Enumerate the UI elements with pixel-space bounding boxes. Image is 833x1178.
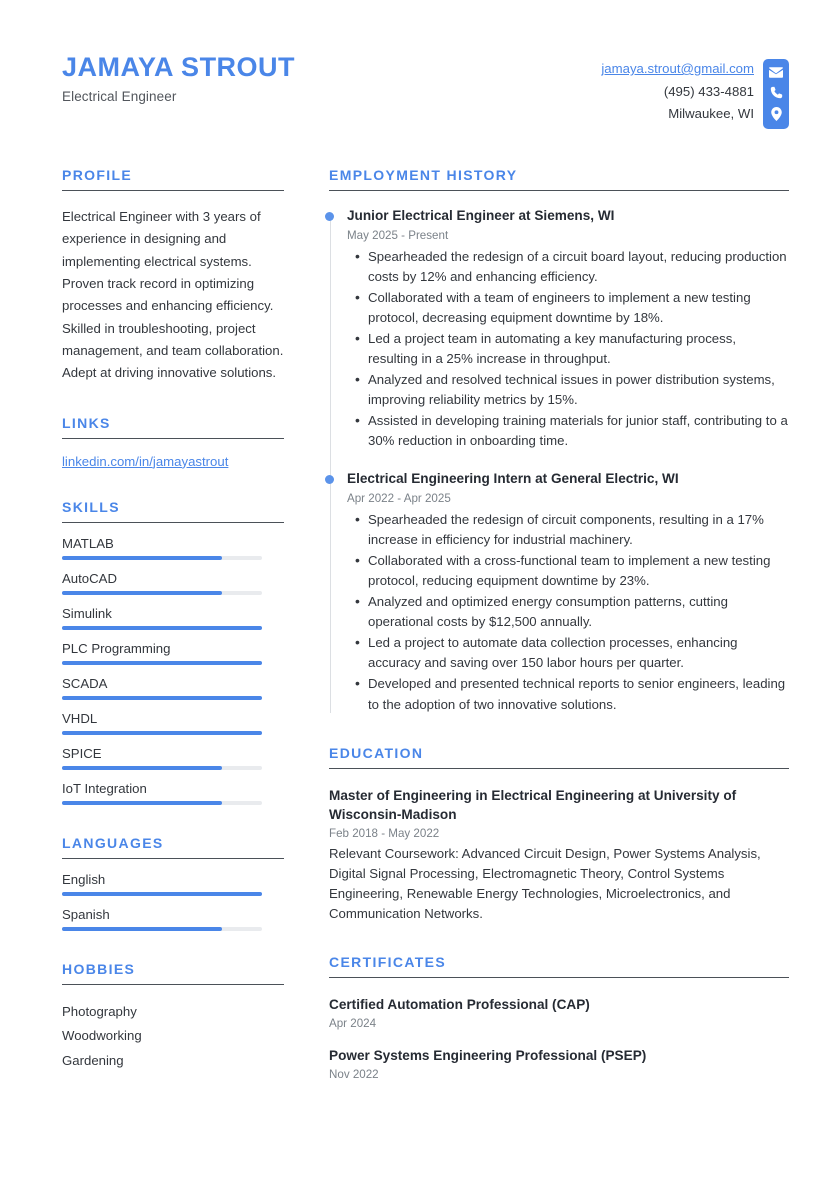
resume-body: [62, 167, 789, 1111]
list-item: • Collaborated with a team of engineers to implement a new testing protocol, decreasing equipment downtime by 18%.: [368, 288, 789, 328]
list-item: • Led a project team in automating a key manufacturing process, resulting in a 25% increase in throughput.: [368, 329, 789, 369]
list-item: [62, 872, 284, 896]
list-item: • Analyzed and resolved technical issues in power distribution systems, improving reliability metrics by 15%.: [368, 370, 789, 410]
list-item: [62, 907, 284, 931]
certificate-entry: [329, 1046, 789, 1081]
map-pin-icon: [771, 107, 782, 121]
language-level-bar: [62, 927, 262, 931]
hobbies-list: [62, 1000, 284, 1074]
contact-location: Milwaukee, WI: [668, 106, 754, 122]
skill-label: IoT Integration: [62, 780, 147, 796]
skill-level-bar: [62, 801, 262, 805]
list-item: • Analyzed and optimized energy consumption patterns, cutting operational costs by $12,500 annually.: [368, 592, 789, 632]
timeline-dot-icon: [325, 212, 334, 221]
contact-block: [601, 52, 789, 129]
section-heading-certificates: CERTIFICATES: [329, 953, 447, 970]
link-item[interactable]: linkedin.com/in/jamayastrout: [62, 453, 229, 469]
language-level-fill: [62, 927, 222, 931]
list-item: • Collaborated with a cross-functional team to implement a new testing protocol, reducing equipment downtime by 23%.: [368, 551, 789, 591]
contact-lines: [601, 58, 754, 126]
list-item: • Led a project to automate data collection processes, enhancing accuracy and saving over 150 labor hours per quarter.: [368, 633, 789, 673]
section-links: [62, 415, 284, 469]
list-item: [62, 781, 284, 805]
section-divider: [62, 522, 284, 523]
list-item: [62, 676, 284, 700]
list-item: • Developed and presented technical reports to senior engineers, leading to the adoption of two innovative solutions.: [368, 674, 789, 714]
job-title-subtitle: Electrical Engineer: [62, 88, 177, 104]
education-heading: Master of Engineering in Electrical Engineering at University of Wisconsin-Madison: [329, 787, 737, 822]
section-skills: [62, 499, 284, 805]
section-divider: [329, 768, 789, 769]
skill-label: Simulink: [62, 605, 112, 621]
language-level-bar: [62, 892, 262, 896]
list-item: [62, 641, 284, 665]
phone-icon: [770, 86, 783, 99]
section-heading-hobbies: HOBBIES: [62, 960, 136, 977]
section-heading-profile: PROFILE: [62, 167, 133, 183]
employment-date: Apr 2022 - Apr 2025: [347, 491, 451, 505]
language-level-fill: [62, 892, 262, 896]
section-heading-education: EDUCATION: [329, 744, 424, 761]
skill-level-fill: [62, 801, 222, 805]
language-label: Spanish: [62, 906, 110, 922]
list-item: [62, 711, 284, 735]
section-divider: [62, 438, 284, 439]
section-divider: [329, 190, 789, 191]
skill-level-bar: [62, 766, 262, 770]
skill-level-fill: [62, 661, 262, 665]
skill-level-bar: [62, 626, 262, 630]
list-item: Gardening: [62, 1053, 124, 1069]
list-item: [62, 571, 284, 595]
profile-text: Electrical Engineer with 3 years of experience in designing and implementing electrical systems. Proven track record in optimizing processes and enhancing efficiency. Skilled in troubleshooting, project management, and team collaboration. Adept at driving innovative solutions.: [62, 209, 284, 381]
certificate-entry: [329, 995, 789, 1030]
section-divider: [62, 190, 284, 191]
contact-phone: (495) 433-4881: [663, 83, 754, 99]
skill-label: SPICE: [62, 745, 102, 761]
list-item: Woodworking: [62, 1028, 142, 1044]
page-title: JAMAYA STROUT: [62, 52, 296, 82]
list-item: [62, 606, 284, 630]
list-item: • Spearheaded the redesign of a circuit board layout, reducing production costs by 12% and enhancing efficiency.: [368, 247, 789, 287]
section-heading-skills: SKILLS: [62, 498, 120, 515]
section-divider: [62, 984, 284, 985]
certificate-date: Apr 2024: [329, 1016, 377, 1030]
education-entry: [329, 786, 789, 924]
section-education: [329, 745, 789, 924]
envelope-icon: [769, 67, 783, 78]
skill-level-fill: [62, 766, 222, 770]
skill-level-bar: [62, 591, 262, 595]
contact-email[interactable]: jamaya.strout@gmail.com: [601, 61, 754, 76]
identity-block: [62, 52, 295, 104]
education-date: Feb 2018 - May 2022: [329, 826, 440, 840]
section-heading-employment: EMPLOYMENT HISTORY: [329, 167, 518, 183]
skill-label: MATLAB: [62, 535, 114, 551]
section-divider: [329, 977, 789, 978]
skill-level-fill: [62, 696, 262, 700]
resume-header: [62, 44, 789, 129]
skill-level-fill: [62, 591, 222, 595]
skill-label: SCADA: [62, 675, 108, 691]
education-description: Relevant Coursework: Advanced Circuit Design, Power Systems Analysis, Digital Signal Processing, Electromagnetic Theory, Control Systems Engineering, Renewable Energy Technologies, Microelectronics, and Communication Networks.: [329, 845, 761, 921]
list-item: [62, 746, 284, 770]
section-hobbies: [62, 961, 284, 1074]
section-heading-languages: LANGUAGES: [62, 834, 164, 851]
employment-entry: [347, 207, 789, 451]
certificate-heading: Power Systems Engineering Professional (PSEP): [329, 1047, 647, 1063]
main-column: [329, 167, 789, 1111]
certificate-heading: Certified Automation Professional (CAP): [329, 996, 590, 1012]
employment-heading: Electrical Engineering Intern at General Electric, WI: [347, 471, 679, 487]
section-employment: [329, 167, 789, 715]
list-item: • Assisted in developing training materials for junior staff, contributing to a 30% reduction in onboarding time.: [368, 411, 789, 451]
section-divider: [62, 858, 284, 859]
certificate-date: Nov 2022: [329, 1067, 379, 1081]
section-heading-links: LINKS: [62, 414, 111, 431]
employment-timeline: [329, 207, 789, 715]
skill-level-fill: [62, 626, 262, 630]
language-label: English: [62, 871, 106, 887]
skill-level-bar: [62, 731, 262, 735]
skill-label: VHDL: [62, 710, 98, 726]
employment-entry: [347, 470, 789, 714]
contact-icon-strip: [763, 59, 789, 129]
timeline-dot-icon: [325, 475, 334, 484]
section-certificates: [329, 954, 789, 1081]
skill-level-fill: [62, 556, 222, 560]
employment-heading: Junior Electrical Engineer at Siemens, WI: [347, 208, 615, 223]
section-languages: [62, 835, 284, 931]
skill-label: PLC Programming: [62, 640, 171, 656]
list-item: [62, 536, 284, 560]
languages-list: [62, 872, 284, 931]
skill-level-fill: [62, 731, 262, 735]
employment-date: May 2025 - Present: [347, 228, 449, 242]
employment-bullets: [347, 247, 789, 452]
skill-label: AutoCAD: [62, 570, 117, 586]
skill-level-bar: [62, 696, 262, 700]
employment-bullets: [347, 510, 789, 715]
list-item: Photography: [62, 1003, 137, 1019]
skills-list: [62, 536, 284, 805]
section-profile: [62, 167, 284, 385]
list-item: • Spearheaded the redesign of circuit components, resulting in a 17% increase in efficiency for industrial machinery.: [368, 510, 789, 550]
skill-level-bar: [62, 661, 262, 665]
skill-level-bar: [62, 556, 262, 560]
sidebar-column: [62, 167, 284, 1104]
